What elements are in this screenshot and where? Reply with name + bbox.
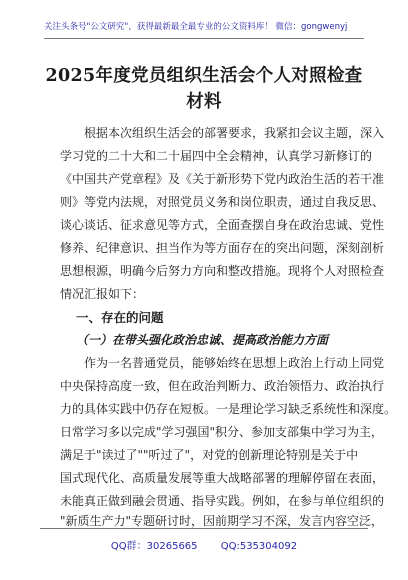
footer-qq-group: QQ群：30265665 xyxy=(110,541,198,552)
paragraph-line: 情况汇报如下： xyxy=(60,287,145,301)
subsection-heading: （一）在带头强化政治忠诚、提高政治能力方面 xyxy=(76,333,329,347)
paragraph-line: 日常学习多以完成"学习强国"积分、参加支部集中学习为主， xyxy=(60,425,384,439)
footer-divider xyxy=(40,528,368,529)
header-divider xyxy=(44,38,364,39)
paragraph-line: 中央保持高度一致，但在政治判断力、政治领悟力、政治执行 xyxy=(60,379,385,393)
document-title-line2: 材料 xyxy=(186,92,222,112)
paragraph-line: 作为一名普通党员，能够始终在思想上政治上行动上同党 xyxy=(84,356,385,370)
header-promo-text: 关注头条号"公文研究"，获得最新最全最专业的公文资料库！ 微信：gongwenyj xyxy=(44,22,348,32)
paragraph-line: 根据本次组织生活会的部署要求，我紧扣会议主题，深入 xyxy=(84,126,385,140)
paragraph-line: 力的具体实践中仍存在短板。一是理论学习缺乏系统性和深度。 xyxy=(60,402,397,416)
paragraph-line: 满足于"读过了""听过了"，对党的创新理论特别是关于中 xyxy=(60,448,359,462)
paragraph-line: 国式现代化、高质量发展等重大战略部署的理解停留在表面， xyxy=(60,471,385,485)
paragraph-line: 学习党的二十大和二十届四中全会精神，认真学习新修订的 xyxy=(60,149,373,163)
footer-qq: QQ:535304092 xyxy=(220,541,298,552)
document-title: 2025年度党员组织生活会个人对照检查 xyxy=(45,66,363,86)
paragraph-line: 未能真正做到融会贯通、指导实践。例如，在参与单位组织的 xyxy=(60,494,385,508)
paragraph-line: 谈心谈话、征求意见等方式，全面查摆自身在政治忠诚、党性 xyxy=(60,218,385,232)
paragraph-line: "新质生产力"专题研讨时，因前期学习不深，发言内容空泛， xyxy=(60,514,384,528)
paragraph-line: 修养、纪律意识、担当作为等方面存在的突出问题，深刻剖析 xyxy=(60,241,385,255)
section-heading: 一、存在的问题 xyxy=(76,310,164,325)
footer xyxy=(0,537,408,552)
header-banner xyxy=(0,0,408,40)
paragraph-line: 则》等党内法规，对照党员义务和岗位职责，通过自我反思、 xyxy=(60,195,385,209)
paragraph-line: 思想根源，明确今后努力方向和整改措施。现将个人对照检查 xyxy=(60,264,385,278)
paragraph-line: 《中国共产党章程》及《关于新形势下党内政治生活的若干准 xyxy=(60,172,385,186)
